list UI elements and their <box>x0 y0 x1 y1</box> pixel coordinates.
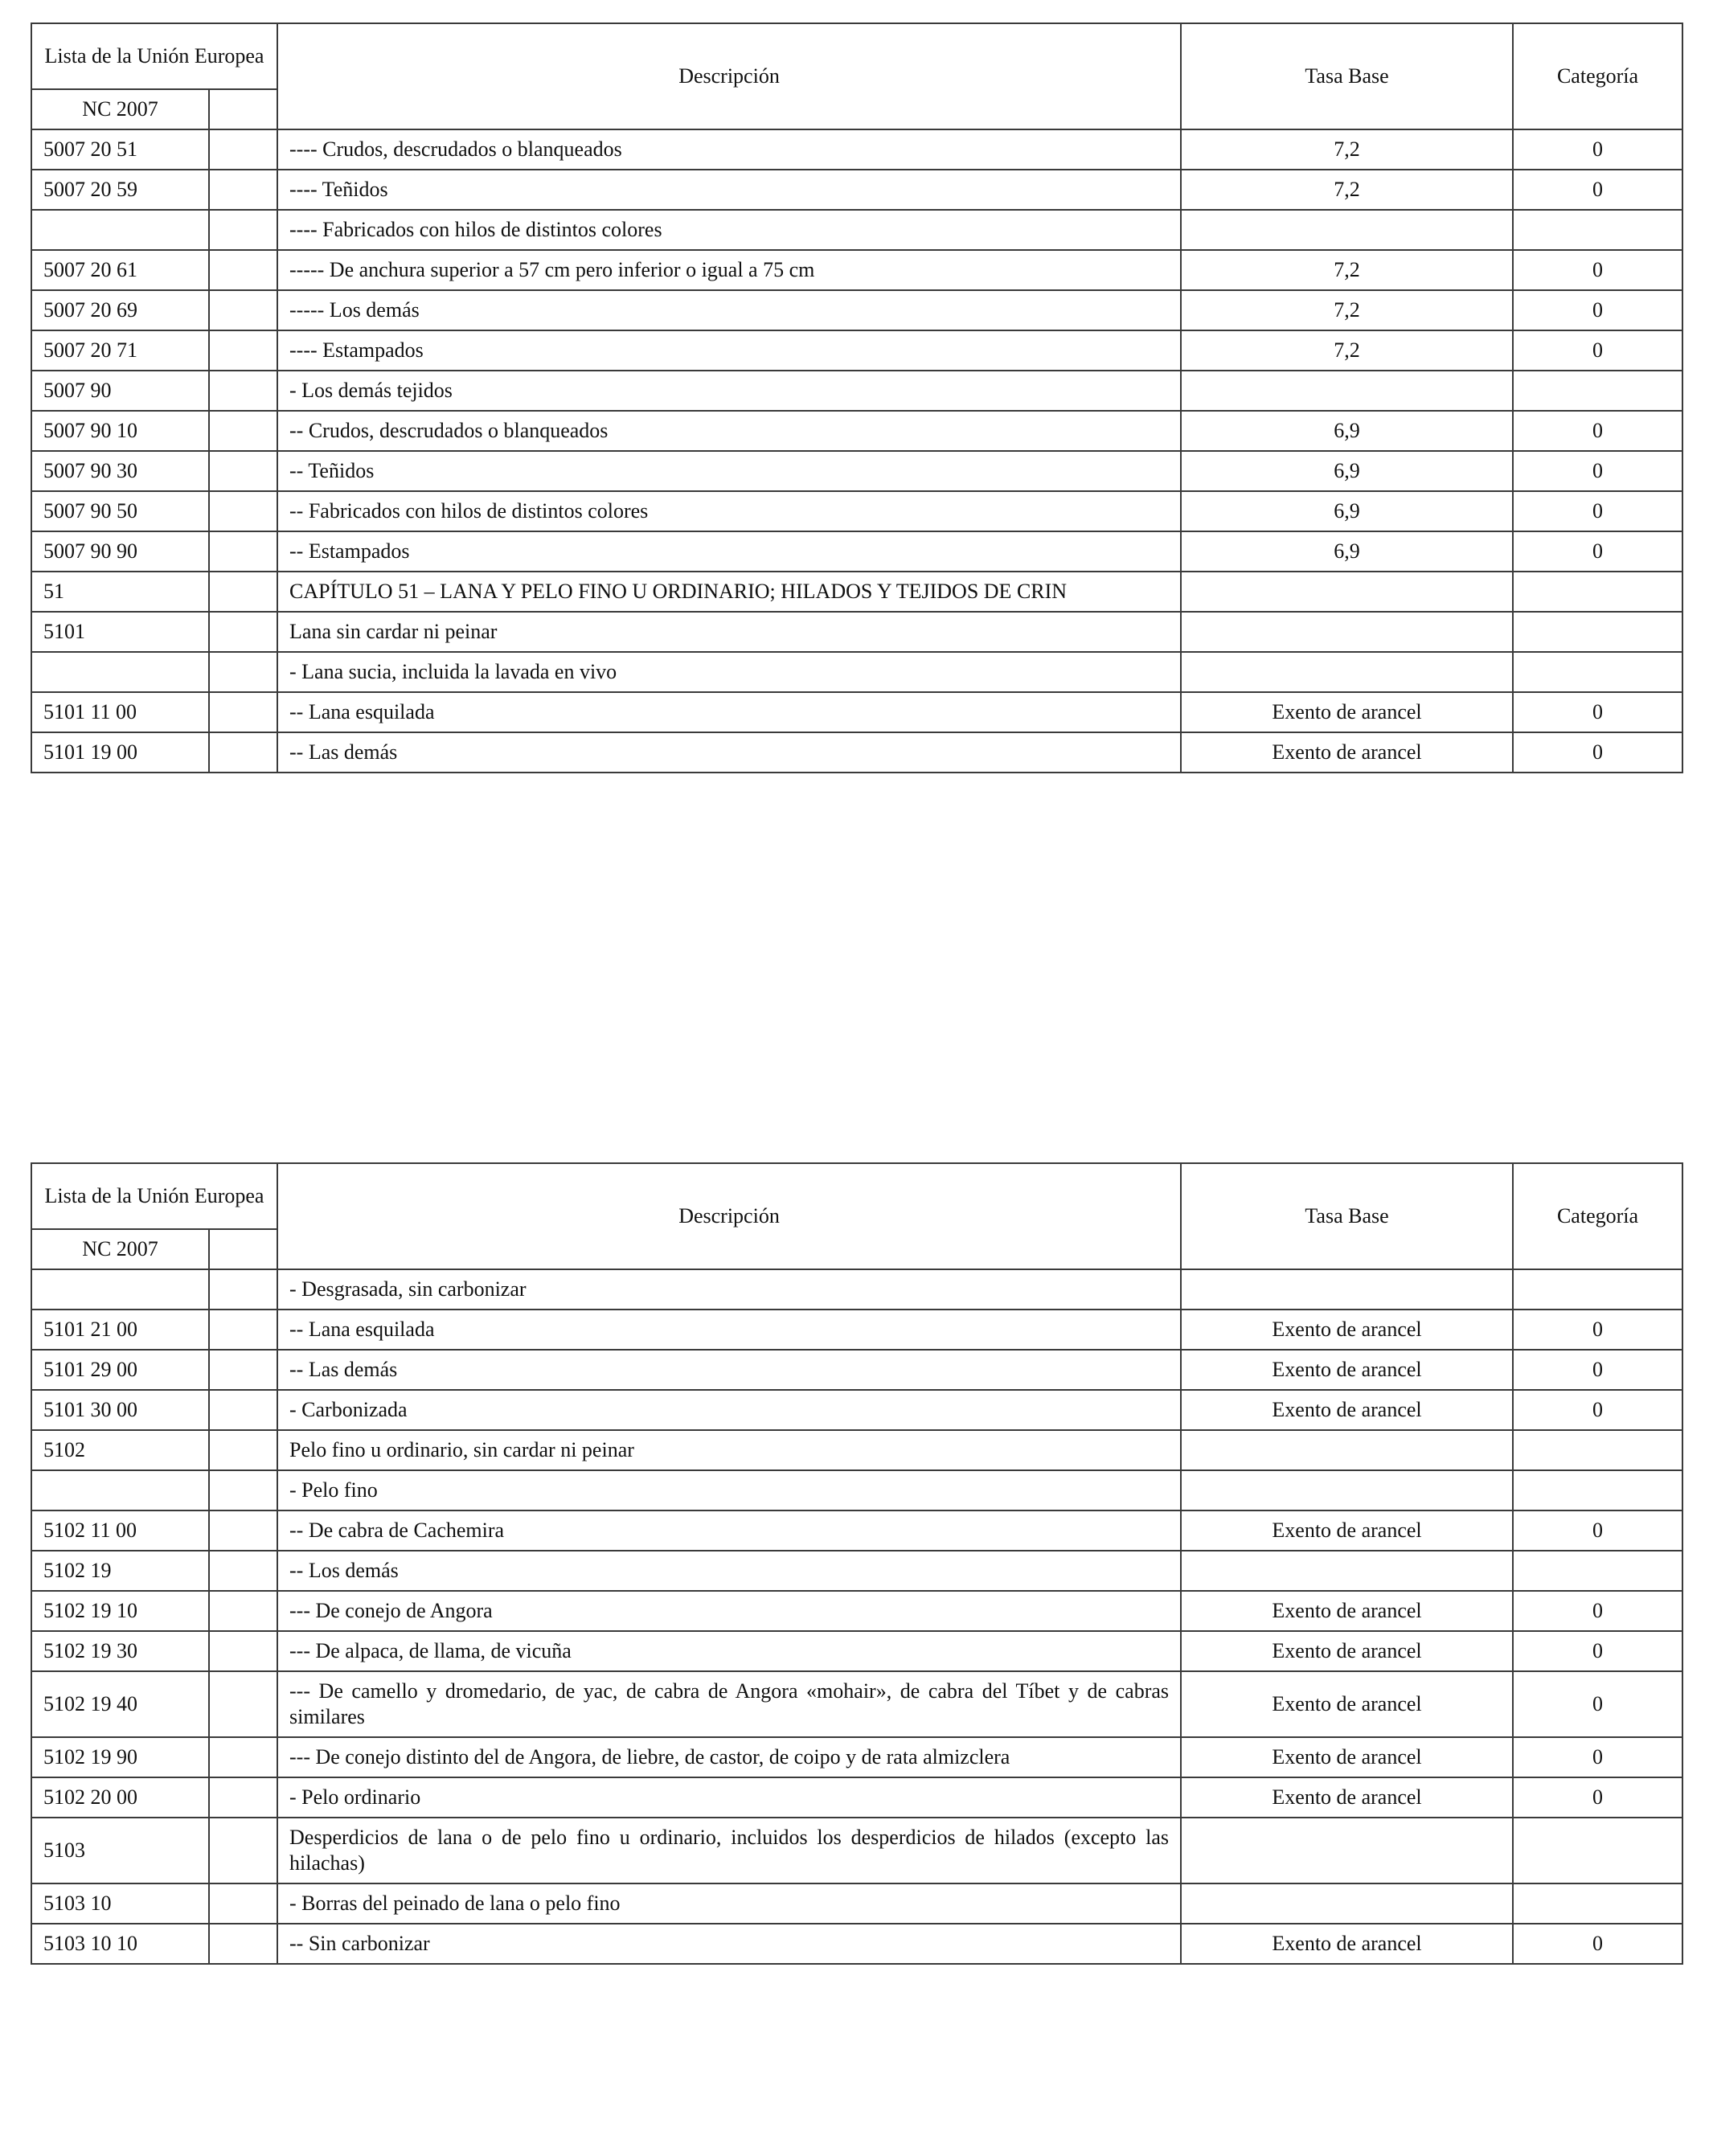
category-cell: 0 <box>1513 1671 1682 1737</box>
table-row <box>31 1883 1682 1924</box>
blank-cell <box>209 491 277 531</box>
table-row <box>31 1631 1682 1671</box>
category-cell: 0 <box>1513 451 1682 491</box>
description-cell: ----- De anchura superior a 57 cm pero inferior o igual a 75 cm <box>277 250 1181 290</box>
base-rate-cell: Exento de arancel <box>1181 1631 1513 1671</box>
table-row <box>31 732 1682 773</box>
base-rate-cell: 6,9 <box>1181 451 1513 491</box>
base-rate-cell <box>1181 652 1513 692</box>
blank-cell <box>209 612 277 652</box>
base-rate-cell <box>1181 1430 1513 1470</box>
category-cell: 0 <box>1513 531 1682 572</box>
description-cell: ---- Crudos, descrudados o blanqueados <box>277 129 1181 170</box>
table-row <box>31 371 1682 411</box>
blank-cell <box>209 210 277 250</box>
nc-code-cell: 51 <box>31 572 209 612</box>
header-description: Descripción <box>277 1163 1181 1269</box>
table-row <box>31 170 1682 210</box>
table-row <box>31 652 1682 692</box>
base-rate-cell: Exento de arancel <box>1181 1924 1513 1964</box>
category-cell: 0 <box>1513 1591 1682 1631</box>
base-rate-cell: Exento de arancel <box>1181 1777 1513 1818</box>
nc-code-cell <box>31 210 209 250</box>
nc-code-cell: 5101 19 00 <box>31 732 209 773</box>
nc-code-cell: 5007 90 10 <box>31 411 209 451</box>
nc-code-cell: 5007 20 69 <box>31 290 209 330</box>
blank-cell <box>209 652 277 692</box>
description-cell: -- Fabricados con hilos de distintos colores <box>277 491 1181 531</box>
description-cell: -- Crudos, descrudados o blanqueados <box>277 411 1181 451</box>
base-rate-cell: Exento de arancel <box>1181 1350 1513 1390</box>
table-row <box>31 451 1682 491</box>
category-cell <box>1513 1430 1682 1470</box>
nc-code-cell <box>31 652 209 692</box>
base-rate-cell: 7,2 <box>1181 330 1513 371</box>
header-empty-cell <box>209 1229 277 1269</box>
category-cell: 0 <box>1513 411 1682 451</box>
table-row <box>31 1350 1682 1390</box>
nc-code-cell: 5102 19 <box>31 1551 209 1591</box>
blank-cell <box>209 1591 277 1631</box>
description-cell: -- Los demás <box>277 1551 1181 1591</box>
nc-code-cell: 5101 21 00 <box>31 1310 209 1350</box>
blank-cell <box>209 290 277 330</box>
description-cell: -- Estampados <box>277 531 1181 572</box>
description-cell: Pelo fino u ordinario, sin cardar ni peinar <box>277 1430 1181 1470</box>
description-cell: - Borras del peinado de lana o pelo fino <box>277 1883 1181 1924</box>
description-cell: --- De camello y dromedario, de yac, de cabra de Angora «mohair», de cabra del Tíbet y de cabras similares <box>277 1671 1181 1737</box>
category-cell: 0 <box>1513 1310 1682 1350</box>
base-rate-cell: 7,2 <box>1181 129 1513 170</box>
blank-cell <box>209 371 277 411</box>
blank-cell <box>209 1631 277 1671</box>
category-cell: 0 <box>1513 1737 1682 1777</box>
tariff-table-2 <box>31 1162 1683 1965</box>
description-cell: Lana sin cardar ni peinar <box>277 612 1181 652</box>
table-2-body <box>31 1269 1682 1964</box>
description-cell: ---- Fabricados con hilos de distintos colores <box>277 210 1181 250</box>
blank-cell <box>209 1310 277 1350</box>
description-cell: -- Sin carbonizar <box>277 1924 1181 1964</box>
table-row <box>31 1737 1682 1777</box>
category-cell: 0 <box>1513 290 1682 330</box>
blank-cell <box>209 1737 277 1777</box>
base-rate-cell: 6,9 <box>1181 531 1513 572</box>
blank-cell <box>209 250 277 290</box>
description-cell: - Pelo ordinario <box>277 1777 1181 1818</box>
nc-code-cell: 5007 20 51 <box>31 129 209 170</box>
category-cell <box>1513 1551 1682 1591</box>
blank-cell <box>209 1883 277 1924</box>
category-cell: 0 <box>1513 1631 1682 1671</box>
table-row <box>31 1510 1682 1551</box>
base-rate-cell <box>1181 1551 1513 1591</box>
blank-cell <box>209 129 277 170</box>
description-cell: -- Lana esquilada <box>277 692 1181 732</box>
table-row <box>31 1269 1682 1310</box>
table-row <box>31 1310 1682 1350</box>
description-cell: - Pelo fino <box>277 1470 1181 1510</box>
category-cell: 0 <box>1513 1350 1682 1390</box>
nc-code-cell: 5007 90 30 <box>31 451 209 491</box>
category-cell: 0 <box>1513 1777 1682 1818</box>
header-category: Categoría <box>1513 23 1682 129</box>
category-cell: 0 <box>1513 692 1682 732</box>
base-rate-cell: Exento de arancel <box>1181 1390 1513 1430</box>
header-category: Categoría <box>1513 1163 1682 1269</box>
header-base-rate: Tasa Base <box>1181 23 1513 129</box>
table-row <box>31 1924 1682 1964</box>
table-row <box>31 531 1682 572</box>
table-1-body <box>31 129 1682 773</box>
table-row <box>31 1591 1682 1631</box>
base-rate-cell: Exento de arancel <box>1181 1671 1513 1737</box>
blank-cell <box>209 1924 277 1964</box>
description-cell: ---- Teñidos <box>277 170 1181 210</box>
blank-cell <box>209 330 277 371</box>
base-rate-cell <box>1181 1883 1513 1924</box>
blank-cell <box>209 1671 277 1737</box>
category-cell: 0 <box>1513 1510 1682 1551</box>
description-cell: -- Teñidos <box>277 451 1181 491</box>
blank-cell <box>209 572 277 612</box>
blank-cell <box>209 411 277 451</box>
description-cell: - Los demás tejidos <box>277 371 1181 411</box>
blank-cell <box>209 170 277 210</box>
category-cell: 0 <box>1513 732 1682 773</box>
category-cell: 0 <box>1513 129 1682 170</box>
description-cell: --- De alpaca, de llama, de vicuña <box>277 1631 1181 1671</box>
nc-code-cell: 5102 19 40 <box>31 1671 209 1737</box>
table-row <box>31 290 1682 330</box>
description-cell: - Desgrasada, sin carbonizar <box>277 1269 1181 1310</box>
nc-code-cell: 5102 19 10 <box>31 1591 209 1631</box>
nc-code-cell: 5007 90 90 <box>31 531 209 572</box>
base-rate-cell <box>1181 572 1513 612</box>
base-rate-cell <box>1181 210 1513 250</box>
base-rate-cell: Exento de arancel <box>1181 1591 1513 1631</box>
category-cell <box>1513 1818 1682 1883</box>
blank-cell <box>209 1510 277 1551</box>
base-rate-cell: 7,2 <box>1181 170 1513 210</box>
base-rate-cell: 7,2 <box>1181 290 1513 330</box>
header-list-label: Lista de la Unión Europea <box>31 23 277 89</box>
nc-code-cell: 5101 29 00 <box>31 1350 209 1390</box>
table-row <box>31 1671 1682 1737</box>
category-cell: 0 <box>1513 1390 1682 1430</box>
description-cell: -- De cabra de Cachemira <box>277 1510 1181 1551</box>
blank-cell <box>209 1777 277 1818</box>
nc-code-cell: 5007 20 71 <box>31 330 209 371</box>
blank-cell <box>209 451 277 491</box>
nc-code-cell: 5102 19 90 <box>31 1737 209 1777</box>
header-description: Descripción <box>277 23 1181 129</box>
table-row <box>31 491 1682 531</box>
tariff-table-1 <box>31 23 1683 773</box>
blank-cell <box>209 1818 277 1883</box>
category-cell: 0 <box>1513 1924 1682 1964</box>
base-rate-cell: Exento de arancel <box>1181 1737 1513 1777</box>
nc-code-cell <box>31 1269 209 1310</box>
category-cell <box>1513 210 1682 250</box>
description-cell: --- De conejo de Angora <box>277 1591 1181 1631</box>
blank-cell <box>209 1390 277 1430</box>
nc-code-cell: 5103 <box>31 1818 209 1883</box>
table-row <box>31 692 1682 732</box>
table-row <box>31 210 1682 250</box>
header-base-rate: Tasa Base <box>1181 1163 1513 1269</box>
blank-cell <box>209 732 277 773</box>
table-row <box>31 1777 1682 1818</box>
category-cell: 0 <box>1513 250 1682 290</box>
base-rate-cell: Exento de arancel <box>1181 1310 1513 1350</box>
header-nc-2007: NC 2007 <box>31 1229 209 1269</box>
nc-code-cell: 5103 10 10 <box>31 1924 209 1964</box>
header-empty-cell <box>209 89 277 129</box>
description-cell: Desperdicios de lana o de pelo fino u ordinario, incluidos los desperdicios de hilados (excepto las hilachas) <box>277 1818 1181 1883</box>
table-row <box>31 330 1682 371</box>
nc-code-cell: 5102 <box>31 1430 209 1470</box>
header-list-label: Lista de la Unión Europea <box>31 1163 277 1229</box>
base-rate-cell: 6,9 <box>1181 491 1513 531</box>
nc-code-cell: 5102 19 30 <box>31 1631 209 1671</box>
base-rate-cell: 7,2 <box>1181 250 1513 290</box>
nc-code-cell: 5101 30 00 <box>31 1390 209 1430</box>
category-cell: 0 <box>1513 330 1682 371</box>
base-rate-cell: Exento de arancel <box>1181 732 1513 773</box>
table-row <box>31 1818 1682 1883</box>
base-rate-cell <box>1181 1269 1513 1310</box>
category-cell <box>1513 652 1682 692</box>
table-row <box>31 1551 1682 1591</box>
description-cell: -- Las demás <box>277 1350 1181 1390</box>
base-rate-cell <box>1181 1818 1513 1883</box>
nc-code-cell: 5102 11 00 <box>31 1510 209 1551</box>
table-row <box>31 1470 1682 1510</box>
nc-code-cell: 5101 11 00 <box>31 692 209 732</box>
table-row <box>31 1390 1682 1430</box>
nc-code-cell: 5007 20 59 <box>31 170 209 210</box>
description-cell: - Lana sucia, incluida la lavada en vivo <box>277 652 1181 692</box>
base-rate-cell <box>1181 371 1513 411</box>
blank-cell <box>209 692 277 732</box>
table-row <box>31 572 1682 612</box>
base-rate-cell: Exento de arancel <box>1181 1510 1513 1551</box>
blank-cell <box>209 1350 277 1390</box>
category-cell: 0 <box>1513 491 1682 531</box>
blank-cell <box>209 1269 277 1310</box>
description-cell: ---- Estampados <box>277 330 1181 371</box>
table-row <box>31 1430 1682 1470</box>
table-row <box>31 250 1682 290</box>
base-rate-cell <box>1181 612 1513 652</box>
nc-code-cell: 5007 20 61 <box>31 250 209 290</box>
table-row <box>31 129 1682 170</box>
base-rate-cell <box>1181 1470 1513 1510</box>
header-nc-2007: NC 2007 <box>31 89 209 129</box>
nc-code-cell: 5007 90 50 <box>31 491 209 531</box>
base-rate-cell: 6,9 <box>1181 411 1513 451</box>
nc-code-cell: 5101 <box>31 612 209 652</box>
category-cell <box>1513 1883 1682 1924</box>
description-cell: -- Lana esquilada <box>277 1310 1181 1350</box>
description-cell: -- Las demás <box>277 732 1181 773</box>
table-row <box>31 612 1682 652</box>
table-row <box>31 411 1682 451</box>
nc-code-cell: 5102 20 00 <box>31 1777 209 1818</box>
nc-code-cell: 5103 10 <box>31 1883 209 1924</box>
base-rate-cell: Exento de arancel <box>1181 692 1513 732</box>
blank-cell <box>209 531 277 572</box>
category-cell <box>1513 1470 1682 1510</box>
blank-cell <box>209 1430 277 1470</box>
category-cell <box>1513 371 1682 411</box>
blank-cell <box>209 1470 277 1510</box>
category-cell: 0 <box>1513 170 1682 210</box>
category-cell <box>1513 572 1682 612</box>
description-cell: --- De conejo distinto del de Angora, de liebre, de castor, de coipo y de rata almizclera <box>277 1737 1181 1777</box>
description-cell: CAPÍTULO 51 – LANA Y PELO FINO U ORDINARIO; HILADOS Y TEJIDOS DE CRIN <box>277 572 1181 612</box>
description-cell: ----- Los demás <box>277 290 1181 330</box>
category-cell <box>1513 1269 1682 1310</box>
nc-code-cell: 5007 90 <box>31 371 209 411</box>
nc-code-cell <box>31 1470 209 1510</box>
description-cell: - Carbonizada <box>277 1390 1181 1430</box>
blank-cell <box>209 1551 277 1591</box>
category-cell <box>1513 612 1682 652</box>
